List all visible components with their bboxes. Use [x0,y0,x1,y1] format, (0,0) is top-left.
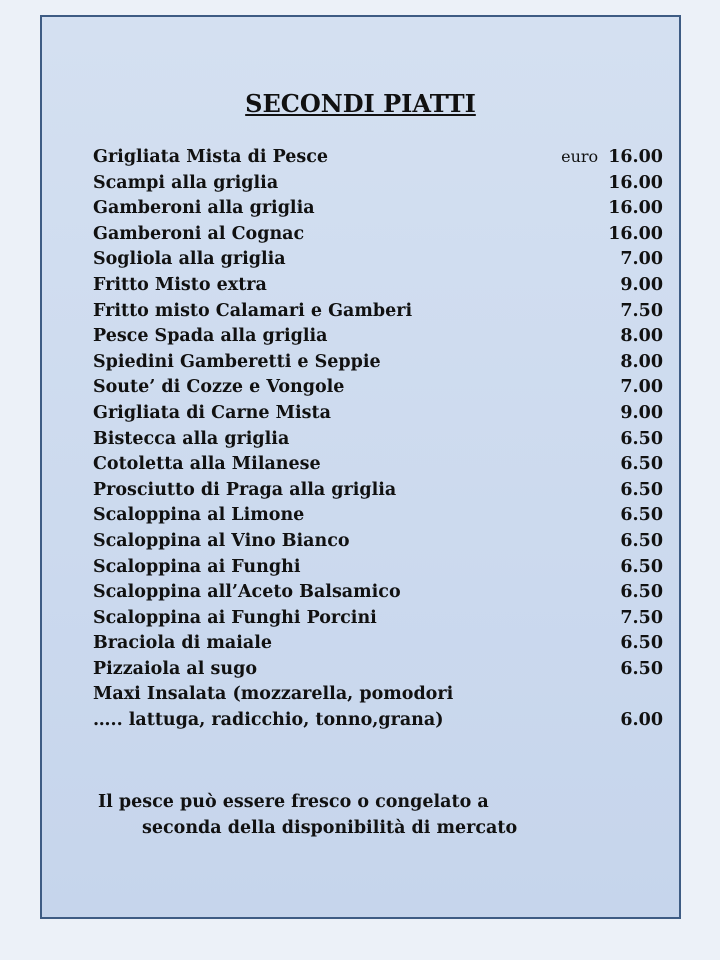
price-value: 16.00 [608,172,663,193]
menu-item-price [620,710,663,730]
menu-item [93,582,663,608]
menu-item-price [620,454,663,474]
menu-title: SECONDI PIATTI [245,89,476,118]
menu-item [93,173,663,199]
menu-card [40,15,681,919]
menu-item [93,224,663,250]
price-value: 6.00 [620,710,663,731]
menu-item-price [620,326,663,346]
menu-item [93,147,663,173]
price-value: 16.00 [608,147,663,167]
menu-item-price [620,249,663,269]
price-value: 16.00 [608,198,663,219]
menu-item-price [620,608,663,628]
menu-list [93,147,663,736]
price-value: 6.50 [620,530,663,551]
menu-item-name: Maxi Insalata (mozzarella, pomodori [93,684,454,705]
price-value: 16.00 [608,223,663,244]
menu-item-price [561,147,663,167]
menu-item [93,301,663,327]
price-value: 9.00 [620,274,663,295]
menu-item [93,505,663,531]
menu-item-name: Scaloppina al Vino Bianco [93,530,350,551]
price-value: 7.50 [620,607,663,628]
menu-item-price [620,403,663,423]
menu-item [93,403,663,429]
menu-item-name: ….. lattuga, radicchio, tonno,grana) [93,710,444,731]
menu-item-price [608,198,663,218]
price-value: 6.50 [620,658,663,679]
menu-item-name: Bistecca alla griglia [93,428,290,449]
price-value: 7.00 [620,249,663,270]
menu-item-price [620,582,663,602]
menu-item-name: Pesce Spada alla griglia [93,326,328,347]
menu-item-name: Gamberoni al Cognac [93,223,305,244]
menu-item [93,633,663,659]
price-value: 6.50 [620,479,663,500]
availability-note [98,789,517,841]
menu-item-price [620,633,663,653]
price-value: 9.00 [620,402,663,423]
price-value: 8.00 [620,326,663,347]
menu-item-name: Scampi alla griglia [93,172,279,193]
menu-item [93,659,663,685]
menu-item-price [620,557,663,577]
menu-item-name: Scaloppina ai Funghi Porcini [93,607,377,628]
price-value: 6.50 [620,428,663,449]
note-line-2: seconda della disponibilità di mercato [142,818,518,838]
menu-item-name: Braciola di maiale [93,633,273,654]
price-value: 8.00 [620,351,663,372]
menu-item-name: Sogliola alla griglia [93,249,286,270]
menu-item-name: Cotoletta alla Milanese [93,454,321,475]
menu-item [93,326,663,352]
menu-item-name: Grigliata Mista di Pesce [93,147,329,167]
menu-item [93,429,663,455]
menu-item-name: Prosciutto di Praga alla griglia [93,479,397,500]
menu-item [93,710,663,736]
menu-item-price [620,352,663,372]
menu-item-price [620,377,663,397]
menu-item-name: Soute’ di Cozze e Vongole [93,377,345,398]
menu-item [93,480,663,506]
menu-item [93,249,663,275]
menu-item [93,608,663,634]
menu-item-name: Scaloppina al Limone [93,505,305,526]
menu-item-price [620,659,663,679]
menu-item-name: Scaloppina all’Aceto Balsamico [93,582,401,603]
menu-item [93,352,663,378]
menu-item-price [608,224,663,244]
menu-item-name: Fritto Misto extra [93,274,267,295]
currency-label: euro [561,147,599,166]
menu-item-name: Pizzaiola al sugo [93,658,257,679]
menu-item [93,377,663,403]
menu-item-price [620,531,663,551]
price-value: 6.50 [620,505,663,526]
menu-item-name: Gamberoni alla griglia [93,198,315,219]
menu-item [93,454,663,480]
menu-item [93,275,663,301]
menu-item [93,198,663,224]
price-value: 7.50 [620,300,663,321]
menu-item-name: Grigliata di Carne Mista [93,402,331,423]
menu-item-price [620,275,663,295]
price-value: 6.50 [620,454,663,475]
note-line-1: Il pesce può essere fresco o congelato a [98,792,489,812]
menu-item [93,557,663,583]
menu-item-price [620,429,663,449]
menu-item-name: Fritto misto Calamari e Gamberi [93,300,413,321]
price-value: 7.00 [620,377,663,398]
price-value: 6.50 [620,633,663,654]
menu-item-name: Spiedini Gamberetti e Seppie [93,351,381,372]
price-value: 6.50 [620,556,663,577]
menu-item-price [620,505,663,525]
menu-item-price [608,173,663,193]
menu-item [93,684,663,710]
price-value: 6.50 [620,582,663,603]
menu-item-price [620,480,663,500]
menu-item-name: Scaloppina ai Funghi [93,556,301,577]
menu-item [93,531,663,557]
menu-item-price [620,301,663,321]
